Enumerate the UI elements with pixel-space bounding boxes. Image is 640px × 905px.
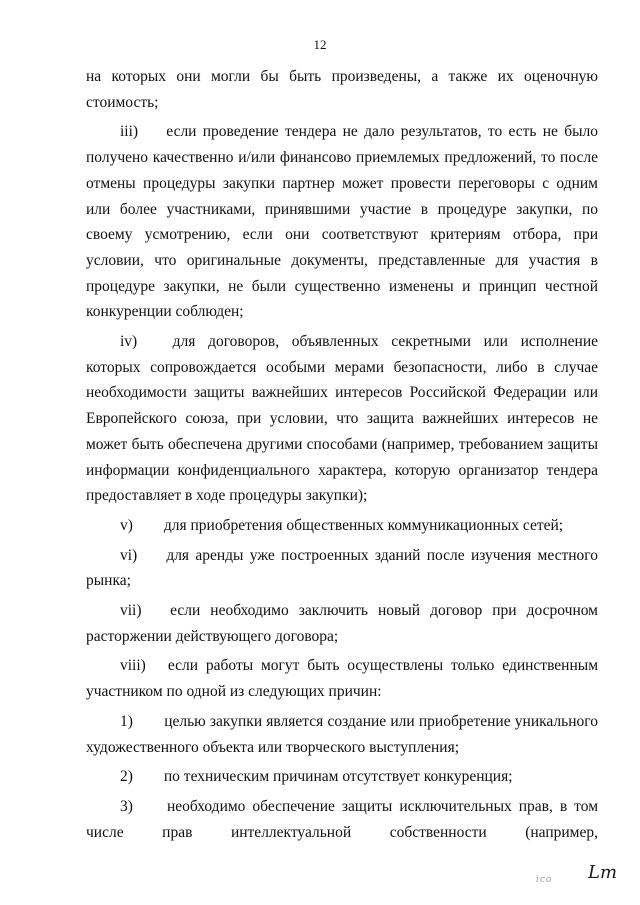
paragraph-subitem-1: 1) целью закупки является создание или приобретение уникального художественного объекта или творческого выступления;: [86, 712, 598, 756]
paragraph-continuation: на которых они могли бы быть произведены, а также их оценочную стоимость;: [86, 68, 598, 111]
handwritten-faint-mark: iсо: [536, 875, 553, 885]
paragraph-item-vi: vi) для аренды уже построенных зданий после изучения местного рынка;: [86, 546, 599, 590]
paragraph-item-iii: iii) если проведение тендера не дало результатов, то есть не было получено качественно и/или финансово приемлемых предложений, то после отмены процедуры закупки партнер может провести переговоры с одним или более участниками, принявшими участие в процедуре закупки, по своему усмотрению, если они соответствуют критериям отбора, при условии, что оригинальные документы, представленные для участия в процедуре закупки, не были существенно изменены и принцип честной конкуренции соблюден;: [86, 123, 599, 321]
paragraph-item-vii: vii) если необходимо заключить новый договор при досрочном расторжении действующего договора;: [86, 602, 598, 645]
paragraph-subitem-2: 2) по техническим причинам отсутствует конкуренция;: [120, 768, 513, 786]
handwritten-signature: Lm: [588, 862, 618, 883]
page-number: 12: [313, 37, 327, 52]
document-body: [86, 64, 598, 845]
paragraph-subitem-3: 3) необходимо обеспечение защиты исключительных прав, в том числе прав интеллектуальной собственности (например,: [86, 797, 599, 841]
paragraph-item-iv: iv) для договоров, объявленных секретными или исполнение которых сопровождается особыми мерами безопасности, либо в случае необходимости защиты важнейших интересов Российской Федерации или Европейского союза, при условии, что защита важнейших интересов не может быть обеспечена другими способами (например, требованием защиты информации конфиденциального характера, которую организатор тендера предоставляет в ходе процедуры закупки);: [86, 333, 598, 505]
paragraph-item-v: v) для приобретения общественных коммуникационных сетей;: [120, 516, 564, 534]
paragraph-item-viii: viii) если работы могут быть осуществлены только единственным участником по одной из следующих причин:: [86, 657, 598, 701]
